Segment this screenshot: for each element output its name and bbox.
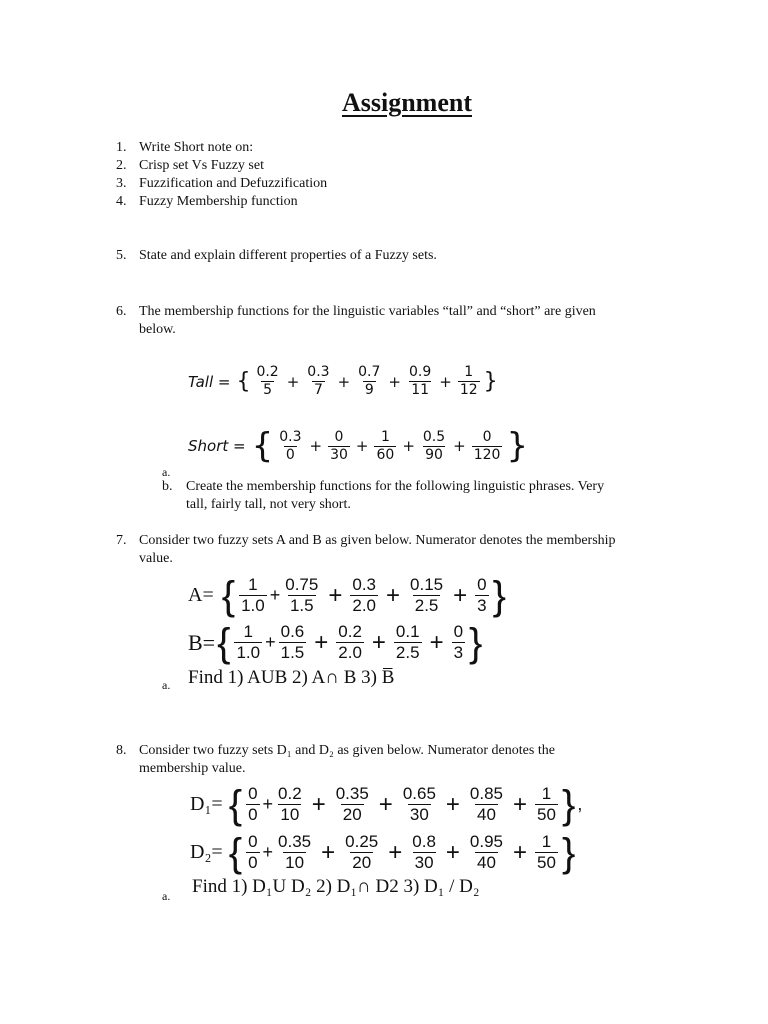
- denominator: 0: [285, 446, 295, 463]
- numerator: 0.35: [278, 832, 312, 851]
- item-number: 4.: [116, 194, 127, 209]
- plus-operator: +: [439, 372, 452, 391]
- item-text: Crisp set Vs Fuzzy set: [139, 158, 264, 173]
- plus-operator: +: [265, 632, 276, 652]
- find-text: Find 1) AUB 2) A∩ B 3) B̅: [188, 667, 395, 688]
- page-title: Assignment: [341, 88, 472, 117]
- denominator: 0: [248, 853, 258, 872]
- item-text-cont: tall, fairly tall, not very short.: [186, 497, 351, 512]
- plus-operator: +: [311, 790, 326, 818]
- fraction: [458, 364, 480, 399]
- plus-operator: +: [337, 372, 351, 391]
- denominator: 10: [285, 853, 305, 872]
- fraction: [535, 784, 558, 825]
- close-brace: }: [506, 426, 529, 466]
- numerator: 1: [380, 428, 390, 445]
- fraction: [336, 622, 364, 663]
- item-text: Consider two fuzzy sets D₁ and D₂ as given below. Numerator denotes the: [139, 743, 555, 758]
- denominator: 7: [313, 382, 323, 398]
- set-d2-formula: [190, 832, 577, 873]
- fraction: [239, 575, 267, 616]
- fraction: [277, 429, 303, 464]
- numerator: 0.2: [338, 622, 362, 641]
- numerator: 0.3: [279, 428, 302, 445]
- sub-label-a: a.: [162, 678, 171, 692]
- plus-operator: +: [371, 628, 386, 656]
- denominator: 11: [411, 382, 430, 398]
- denominator: 0: [248, 805, 258, 824]
- item-text: Create the membership functions for the following linguistic phrases. Very: [186, 479, 605, 494]
- plus-operator: +: [386, 581, 401, 609]
- item-text: State and explain different properties of a Fuzzy sets.: [139, 248, 437, 263]
- fraction: [234, 622, 262, 663]
- plus-operator: +: [513, 790, 528, 818]
- plus-operator: +: [445, 790, 460, 818]
- numerator: 0: [334, 428, 344, 445]
- close-brace: }: [483, 369, 498, 394]
- plus-operator: +: [321, 838, 336, 866]
- denominator: 60: [376, 446, 395, 463]
- denominator: 50: [537, 853, 556, 872]
- fraction: [350, 575, 378, 616]
- item-text: The membership functions for the linguistic variables “tall” and “short” are given: [139, 304, 596, 319]
- denominator: 30: [414, 853, 434, 872]
- open-brace: {: [228, 830, 243, 875]
- denominator: 1.0: [241, 596, 265, 615]
- formula-label: A=: [188, 584, 214, 606]
- item-text: Consider two fuzzy sets A and B as given below. Numerator denotes the membership: [139, 533, 616, 548]
- plus-operator: +: [453, 437, 466, 455]
- numerator: 0.2: [278, 784, 302, 803]
- fraction: [407, 364, 433, 399]
- item-text: Fuzzy Membership function: [139, 194, 298, 209]
- denominator: 2.0: [338, 643, 362, 662]
- denominator: 2.0: [352, 596, 376, 615]
- plus-operator: +: [286, 372, 300, 391]
- sub-label-a: a.: [162, 465, 171, 479]
- fraction: [276, 784, 304, 825]
- numerator: 0.85: [469, 784, 504, 803]
- numerator: 0.5: [422, 428, 446, 445]
- open-brace: {: [251, 426, 274, 466]
- plus-operator: +: [429, 628, 444, 656]
- find-text: Find 1) D₁U D₂ 2) D₁∩ D2 3) D₁ / D₂: [192, 876, 480, 897]
- denominator: 40: [477, 853, 496, 872]
- fraction: [246, 784, 259, 825]
- fraction: [408, 575, 445, 616]
- tall-formula: [188, 364, 500, 399]
- plus-operator: +: [309, 437, 323, 455]
- item-text: Fuzzification and Defuzzification: [139, 176, 328, 191]
- fraction: [410, 832, 438, 873]
- close-brace: }: [469, 620, 483, 665]
- set-d1-formula: [190, 784, 582, 825]
- fraction: [472, 429, 503, 464]
- fraction: [374, 429, 396, 464]
- open-brace: {: [221, 573, 236, 618]
- denominator: 90: [425, 446, 443, 463]
- fraction: [305, 364, 331, 399]
- close-brace: }: [561, 830, 576, 875]
- denominator: 1.0: [236, 643, 261, 662]
- numerator: 0: [477, 575, 487, 594]
- short-formula: [188, 426, 530, 466]
- plus-operator: +: [388, 372, 401, 391]
- numerator: 0.95: [469, 832, 504, 851]
- item-number: 6.: [116, 304, 127, 319]
- item-number: 2.: [116, 158, 127, 173]
- plus-operator: +: [453, 581, 468, 609]
- open-brace: {: [236, 369, 251, 394]
- numerator: 0.15: [410, 575, 444, 594]
- plus-operator: +: [328, 581, 343, 609]
- item-text-cont: membership value.: [139, 761, 246, 776]
- open-brace: {: [228, 782, 243, 827]
- plus-operator: +: [445, 838, 460, 866]
- close-brace: }: [492, 573, 506, 618]
- formula-label: B=: [188, 629, 216, 655]
- plus-operator: +: [262, 794, 274, 814]
- item-number: 3.: [116, 176, 127, 191]
- fraction: [356, 364, 382, 399]
- fraction: [401, 784, 438, 825]
- plus-operator: +: [355, 437, 369, 455]
- numerator: 1: [541, 832, 552, 851]
- plus-operator: +: [378, 790, 393, 818]
- fraction: [334, 784, 371, 825]
- denominator: 20: [352, 853, 372, 872]
- numerator: 0.35: [335, 784, 369, 803]
- denominator: 1.5: [289, 596, 314, 615]
- plus-operator: +: [269, 585, 281, 605]
- denominator: 3: [453, 643, 464, 662]
- set-b-formula: [188, 622, 484, 663]
- plus-operator: +: [262, 842, 274, 862]
- denominator: 3: [477, 596, 487, 615]
- fraction: [254, 364, 280, 399]
- numerator: 0.6: [280, 622, 305, 641]
- numerator: 0.7: [358, 364, 381, 380]
- numerator: 0.9: [408, 364, 432, 380]
- fraction: [421, 429, 447, 464]
- denominator: 9: [364, 382, 374, 398]
- denominator: 30: [330, 446, 348, 463]
- numerator: 0.3: [352, 575, 376, 594]
- numerator: 0.65: [402, 784, 436, 803]
- denominator: 50: [537, 805, 556, 824]
- sub-label-b: b.: [162, 479, 173, 494]
- denominator: 120: [473, 446, 501, 463]
- denominator: 2.5: [395, 643, 420, 662]
- item-number: 7.: [116, 533, 127, 548]
- fraction: [246, 832, 259, 873]
- fraction: [468, 832, 505, 873]
- numerator: 1: [464, 364, 474, 380]
- fraction: [343, 832, 380, 873]
- trailing-comma: ,: [577, 794, 583, 814]
- fraction: [276, 832, 313, 873]
- item-text-cont: below.: [139, 322, 176, 337]
- denominator: 12: [459, 382, 478, 398]
- numerator: 0: [453, 622, 464, 641]
- numerator: 1: [248, 575, 258, 594]
- fraction: [475, 575, 488, 616]
- item-number: 8.: [116, 743, 127, 758]
- open-brace: {: [217, 620, 231, 665]
- denominator: 30: [409, 805, 429, 824]
- numerator: 0.75: [285, 575, 319, 594]
- item-text: Write Short note on:: [139, 140, 254, 155]
- denominator: 1.5: [280, 643, 305, 662]
- close-brace: }: [561, 782, 576, 827]
- fraction: [535, 832, 558, 873]
- fraction: [283, 575, 320, 616]
- formula-label: Tall =: [188, 372, 231, 391]
- fraction: [468, 784, 505, 825]
- numerator: 0.3: [307, 364, 330, 380]
- item-text-cont: value.: [139, 551, 173, 566]
- formula-label: D₂=: [190, 841, 223, 863]
- denominator: 5: [263, 382, 273, 398]
- numerator: 0: [248, 832, 258, 851]
- numerator: 0.8: [412, 832, 436, 851]
- denominator: 20: [342, 805, 362, 824]
- numerator: 1: [243, 622, 253, 641]
- numerator: 0: [248, 784, 258, 803]
- denominator: 40: [477, 805, 496, 824]
- plus-operator: +: [314, 628, 329, 656]
- fraction: [328, 429, 350, 464]
- numerator: 1: [541, 784, 552, 803]
- numerator: 0.1: [395, 622, 420, 641]
- sub-label-a: a.: [162, 889, 171, 903]
- item-number: 5.: [116, 248, 127, 263]
- item-number: 1.: [116, 140, 127, 155]
- formula-label: D₁=: [190, 793, 223, 815]
- formula-label: Short =: [188, 437, 246, 455]
- denominator: 2.5: [414, 596, 439, 615]
- denominator: 10: [280, 805, 300, 824]
- numerator: 0.2: [256, 364, 279, 380]
- fraction: [452, 622, 465, 663]
- fraction: [394, 622, 422, 663]
- plus-operator: +: [388, 838, 403, 866]
- numerator: 0.25: [345, 832, 379, 851]
- set-a-formula: [188, 575, 508, 616]
- numerator: 0: [482, 428, 492, 445]
- fraction: [279, 622, 307, 663]
- plus-operator: +: [513, 838, 528, 866]
- plus-operator: +: [402, 437, 415, 455]
